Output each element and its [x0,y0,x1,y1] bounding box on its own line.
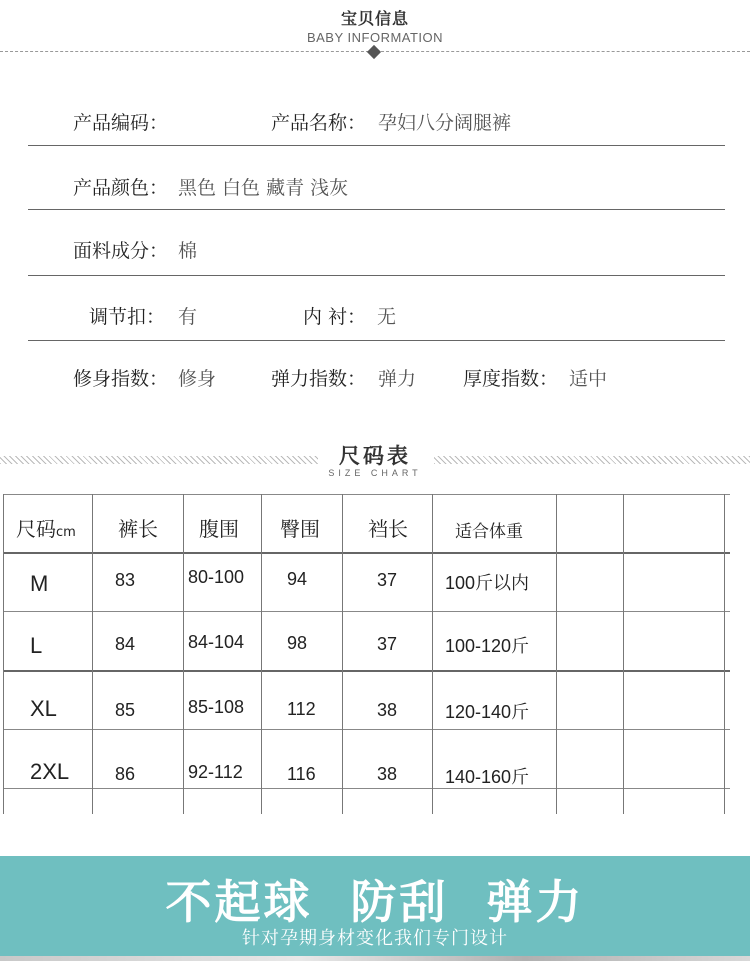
table-col-divider [556,494,557,814]
size-chart-title: 尺码表 [339,444,411,468]
table-col-divider [432,494,433,814]
header-size [16,513,76,542]
table-header-divider [3,552,730,554]
cell-size: XL [30,696,57,721]
cell-hip: 94 [287,569,308,589]
cell-weight: 100斤以内 [445,573,530,593]
diamond-ornament-icon [367,45,381,59]
product-code-label: 产品编码： [73,112,169,134]
product-name-label: 产品名称： [271,112,367,134]
color-label: 产品颜色： [73,177,169,199]
fabric-value: 棉 [178,240,198,262]
cell-hip: 112 [287,699,316,719]
header-size-label: 尺码 [16,517,56,541]
thickness-label: 厚度指数： [463,368,559,390]
fabric-label: 面料成分： [73,240,169,262]
table-row-divider [3,788,730,789]
cell-weight: 100-120斤 [445,636,530,656]
cell-weight: 120-140斤 [445,702,530,722]
table-col-divider [342,494,343,814]
info-row-divider [28,145,725,146]
cell-crotch: 38 [377,700,398,720]
header-crotch: 裆长 [368,517,408,541]
feature-banner [0,856,750,956]
header-waist: 腹围 [199,517,239,541]
color-value: 黑色 白色 藏青 浅灰 [178,177,349,199]
info-row-divider [28,340,725,341]
table-col-divider [92,494,93,814]
header-hip: 臀围 [280,517,320,541]
cell-crotch: 37 [377,570,398,590]
lining-value: 无 [377,306,397,328]
table-col-divider [261,494,262,814]
cell-waist: 92-112 [188,762,243,782]
size-chart-subtitle: SIZE CHART [328,468,422,478]
table-col-divider [3,494,4,814]
table-row-divider [3,729,730,730]
table-col-divider [183,494,184,814]
cell-length: 86 [115,764,136,784]
cell-size: L [30,633,43,658]
info-row-divider [28,209,725,210]
info-section-title: 宝贝信息 [340,9,409,28]
stretch-value: 弹力 [378,368,417,390]
product-name-value: 孕妇八分阔腿裤 [378,112,512,134]
cell-crotch: 37 [377,634,398,654]
banner-subtitle: 针对孕期身材变化我们专门设计 [242,928,508,949]
cell-length: 84 [115,634,136,654]
table-col-divider [724,494,725,814]
cell-crotch: 38 [377,764,398,784]
banner-headline: 不起球 防刮 弹力 [165,875,585,929]
header-size-unit: cm [56,525,76,540]
table-row-divider [3,611,730,612]
cell-waist: 80-100 [188,567,245,587]
cell-hip: 116 [287,764,316,784]
cell-waist: 84-104 [188,632,245,652]
fit-value: 修身 [178,368,217,390]
header-length: 裤长 [118,517,158,541]
table-row-divider [3,670,730,672]
cell-length: 83 [115,570,136,590]
cell-weight: 140-160斤 [445,767,530,787]
thickness-value: 适中 [569,368,608,390]
photo-strip [0,956,750,961]
cell-size: 2XL [30,759,70,784]
stretch-label: 弹力指数： [271,368,367,390]
buckle-value: 有 [178,306,198,328]
cell-length: 85 [115,700,136,720]
buckle-label: 调节扣： [89,306,166,328]
info-row-divider [28,275,725,276]
cell-waist: 85-108 [188,697,245,717]
table-border-top [3,494,730,495]
info-section-subtitle: BABY INFORMATION [306,30,444,45]
table-col-divider [623,494,624,814]
cell-size: M [30,571,49,596]
header-weight: 适合体重 [455,522,523,542]
lining-label: 内 衬： [303,306,367,328]
cell-hip: 98 [287,633,308,653]
fit-label: 修身指数： [73,368,169,390]
